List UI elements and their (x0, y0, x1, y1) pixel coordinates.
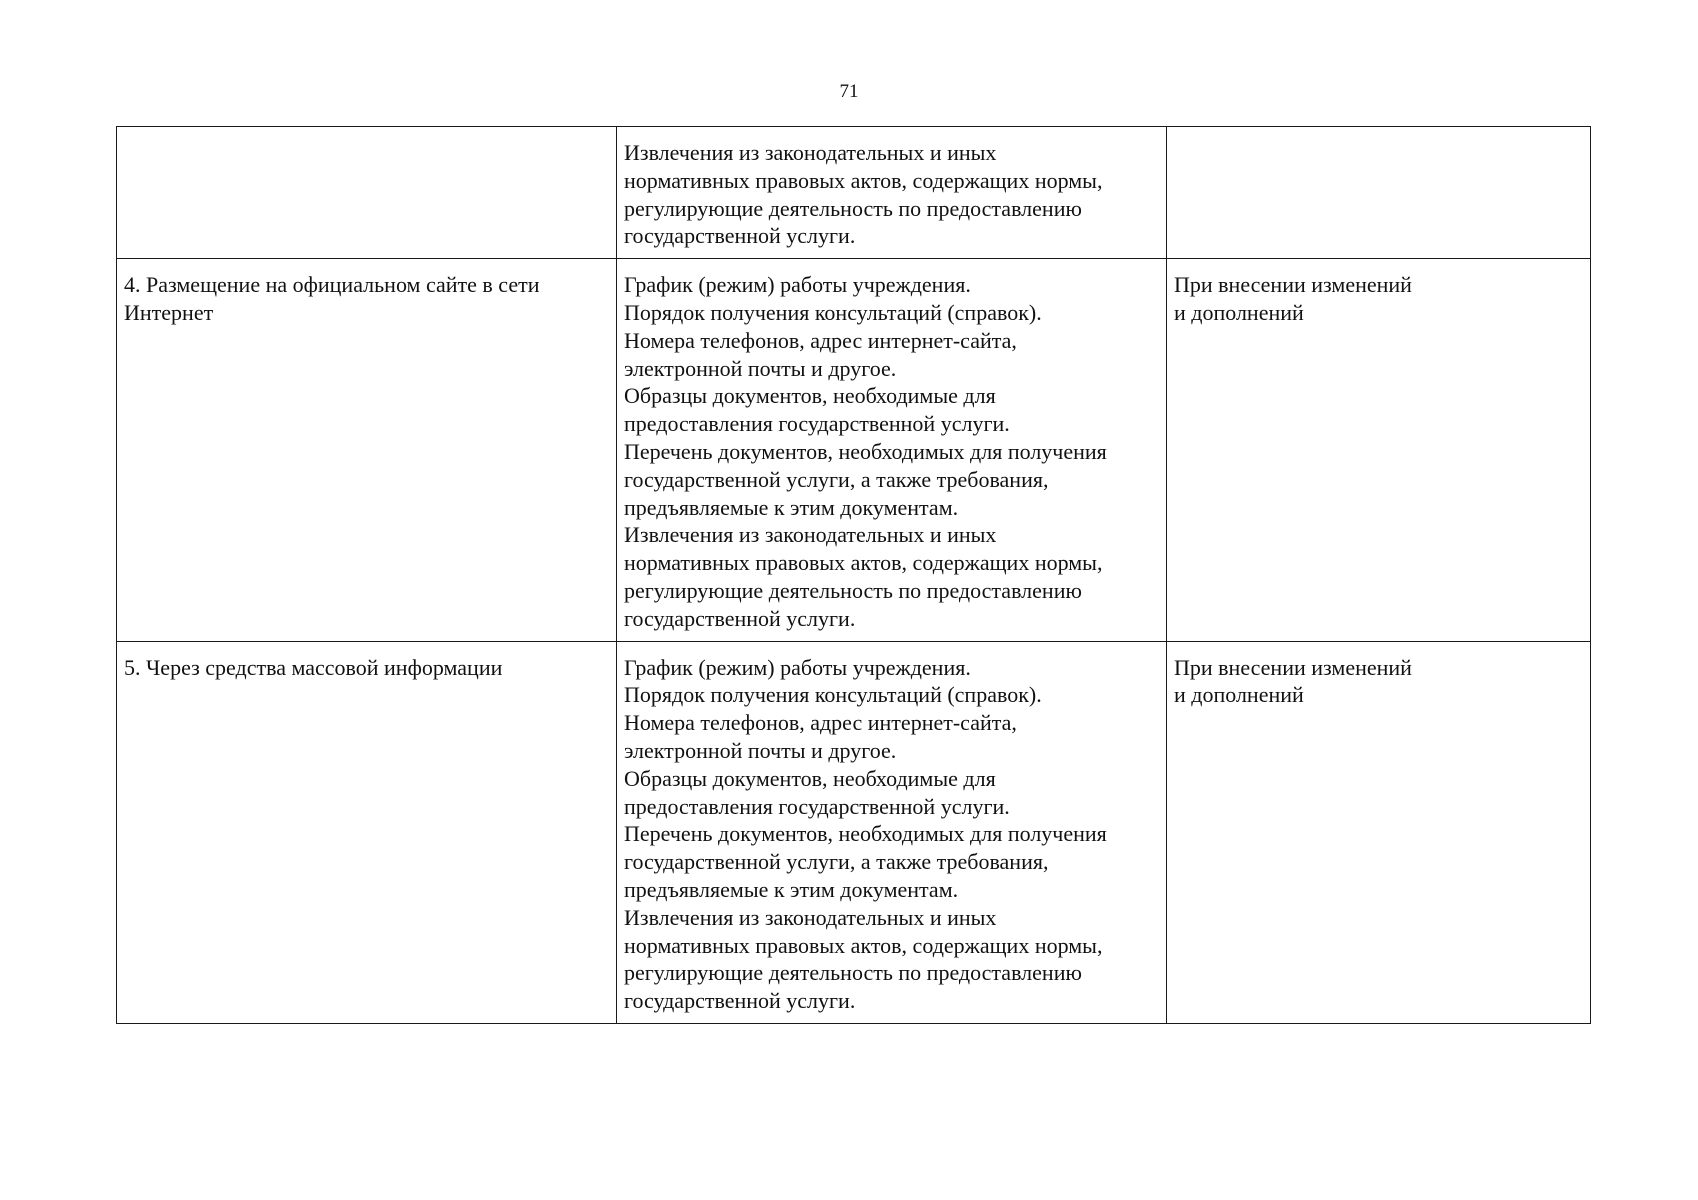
cell-text-line: Порядок получения консультаций (справок). (624, 299, 1042, 325)
cell-text-line: Перечень документов, необходимых для получения (624, 438, 1107, 464)
cell-text-line: нормативных правовых актов, содержащих нормы, (624, 167, 1103, 193)
cell-method (117, 259, 617, 641)
cell-frequency (1167, 641, 1591, 1023)
cell-text-line: График (режим) работы учреждения. (624, 654, 971, 680)
cell-text-line: Извлечения из законодательных и иных (624, 904, 997, 930)
cell-text-line: При внесении изменений (1174, 654, 1412, 680)
table-row (117, 641, 1591, 1023)
cell-text-line: государственной услуги. (624, 988, 856, 1014)
cell-text-line: нормативных правовых актов, содержащих нормы, (624, 932, 1103, 958)
information-table (116, 126, 1591, 1024)
cell-text-line: Перечень документов, необходимых для получения (624, 821, 1107, 847)
cell-text-line: государственной услуги. (624, 605, 856, 631)
cell-text-line: Номера телефонов, адрес интернет-сайта, (624, 710, 1017, 736)
cell-text-line: При внесении изменений (1174, 272, 1412, 298)
cell-text-line: Порядок получения консультаций (справок). (624, 682, 1042, 708)
cell-content (617, 641, 1167, 1023)
cell-text-line: государственной услуги, а также требования, (624, 466, 1049, 492)
cell-text-line: Образцы документов, необходимые для (624, 765, 996, 791)
cell-content (617, 259, 1167, 641)
cell-text-line: электронной почты и другое. (624, 737, 897, 763)
cell-text-line: нормативных правовых актов, содержащих нормы, (624, 550, 1103, 576)
cell-text-line: Номера телефонов, адрес интернет-сайта, (624, 327, 1017, 353)
cell-text-line: Интернет (124, 299, 214, 325)
cell-text-line: Образцы документов, необходимые для (624, 383, 996, 409)
table-row (117, 127, 1591, 259)
cell-text-line: предъявляемые к этим документам. (624, 494, 959, 520)
cell-frequency (1167, 259, 1591, 641)
page-number: 71 (839, 81, 859, 102)
cell-text-line: предоставления государственной услуги. (624, 411, 1010, 437)
cell-text-line: регулирующие деятельность по предоставлению (624, 577, 1082, 603)
cell-method (117, 641, 617, 1023)
cell-text-line: предоставления государственной услуги. (624, 793, 1010, 819)
cell-text-line: 4. Размещение на официальном сайте в сети (124, 272, 540, 298)
cell-text-line: государственной услуги. (624, 223, 856, 249)
cell-text-line: 5. Через средства массовой информации (124, 654, 503, 680)
cell-text-line: и дополнений (1174, 682, 1304, 708)
cell-text-line: электронной почты и другое. (624, 355, 897, 381)
cell-content (617, 127, 1167, 259)
cell-text-line: и дополнений (1174, 299, 1304, 325)
cell-text-line: Извлечения из законодательных и иных (624, 522, 997, 548)
cell-method (117, 127, 617, 259)
cell-text-line: График (режим) работы учреждения. (624, 272, 971, 298)
cell-text-line: предъявляемые к этим документам. (624, 876, 959, 902)
cell-text-line: регулирующие деятельность по предоставлению (624, 195, 1082, 221)
cell-frequency (1167, 127, 1591, 259)
cell-text-line: регулирующие деятельность по предоставлению (624, 960, 1082, 986)
table-row (117, 259, 1591, 641)
cell-text-line: Извлечения из законодательных и иных (624, 140, 997, 165)
cell-text-line: государственной услуги, а также требования, (624, 849, 1049, 875)
